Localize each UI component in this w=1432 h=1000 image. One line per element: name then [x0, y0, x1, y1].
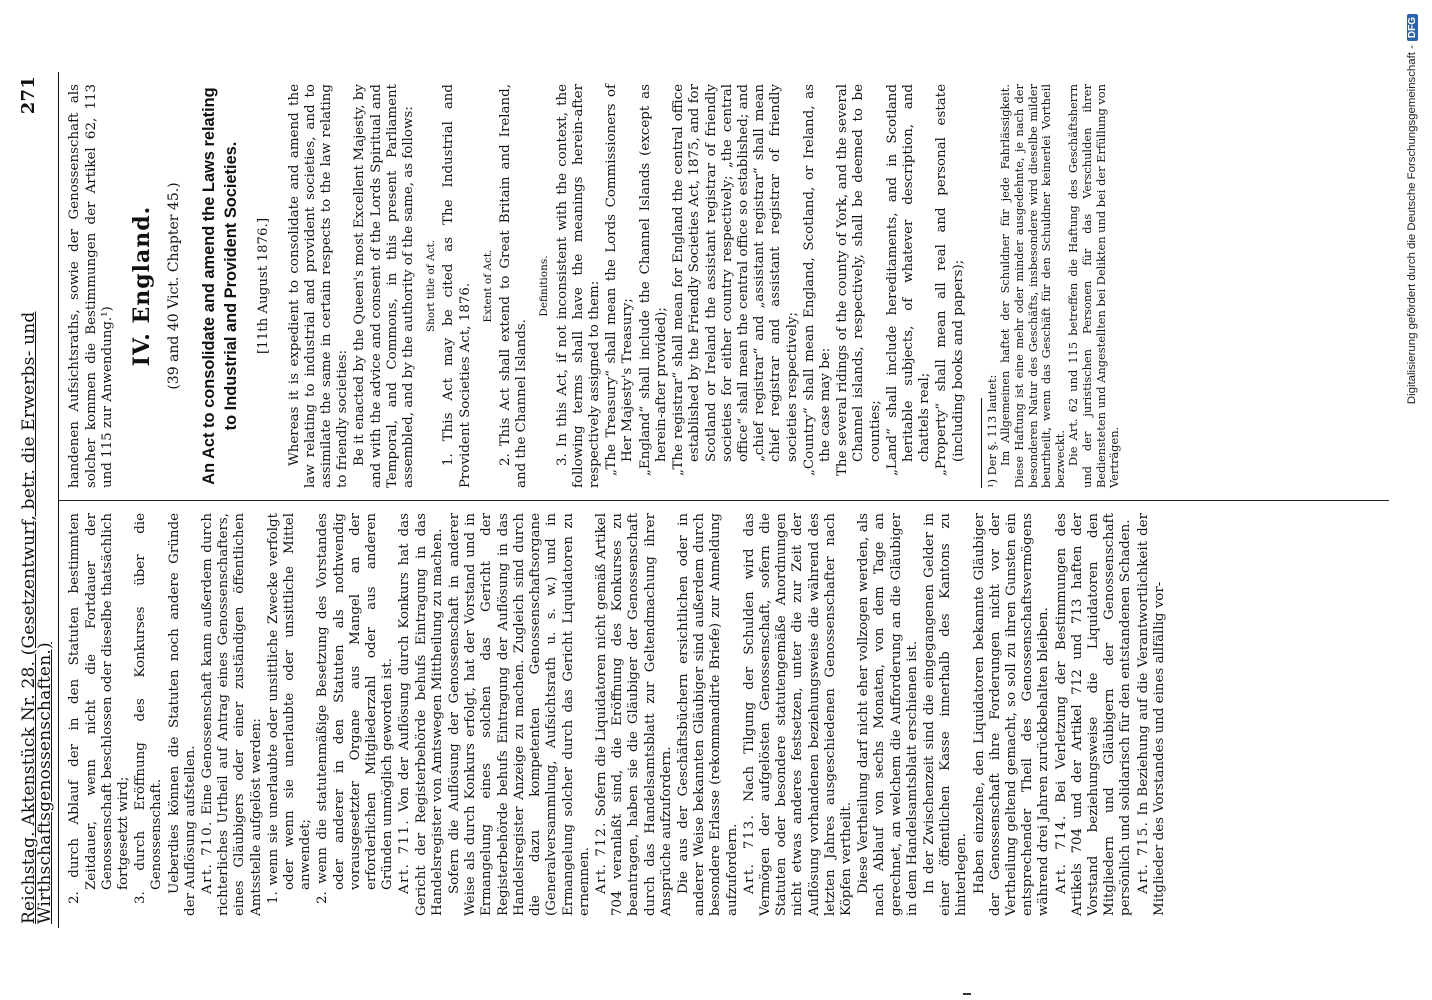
left-column: [59, 500, 1389, 928]
preamble: Whereas it is expedient to consolidate and amend the law relating to industrial and provident societies, and to assimilate the same in certain respects to the law relating to friendly societies:: [286, 84, 351, 488]
rotated-page: [15, 50, 1415, 950]
right-column: [59, 72, 1389, 500]
section-2: 2. This Act shall extend to Great Britain and Ireland, and the Channel Islands.: [498, 84, 530, 488]
header-title: Reichstag. Aktenstück Nr. 28. (Gesetzentwurf, betr. die Erwerbs- und Wirthschaftsgenossenschaften.): [19, 311, 56, 924]
side-note: Short title of Act.: [425, 239, 438, 333]
article-text: Eine Genossenschaft kann außerdem durch richterliches Urtheil auf Antrag eines Genossenschafters, eines Gläubigers oder einer zuständigen öffentlichen Amtsstelle aufgelöst werden:: [200, 512, 264, 916]
article-label: Art. 710.: [200, 820, 216, 894]
paragraph: Die aus der Geschäftsbüchern ersichtlichen oder in anderer Weise bekannten Gläubiger sind außerdem durch besondere Erlasse (rekommandirte Briefe) zur Anmeldung aufzufordern.: [675, 513, 740, 916]
paragraph: In der Zwischenzeit sind die eingegangenen Gelder in einer öffentlichen Kasse innerhalb des Kantons zu hinterlegen.: [921, 513, 970, 916]
side-note: Extent of Act.: [481, 249, 494, 323]
paragraph: 2. wenn die statutenmäßige Besetzung des Vorstandes oder anderer in den Statuten als nothwendig vorausgesetzter Organe aus Mangel an der erforderlichen Mitgliederzahl oder aus anderen Gründen unmöglich geworden ist.: [315, 513, 396, 904]
article-715: [1136, 513, 1168, 916]
definition: „Land“ shall include hereditaments, and in Scotland heritable subjects, of whatever description, and chattels real;: [884, 84, 933, 476]
article-label: Art. 713.: [741, 813, 757, 894]
section-1: 1. This Act may be cited as The Industrial and Provident Societies Act, 1876.: [441, 84, 473, 488]
article-714: [1054, 513, 1135, 916]
article-label: Art. 712.: [593, 821, 609, 894]
digitization-credit: [1400, 0, 1424, 1000]
article-text: Nach Tilgung der Schulden wird das Vermögen der aufgelösten Genossenschaft, sofern die Statuten oder besondere statutengemäße Anordnungen nicht etwas anderes festsetzen, unter die zur Zeit der Auflösung vorhandenen beziehungsweise die während des letzten Jahres ausgeschiedenen Genossenschafter nach Köpfen vertheilt.: [741, 513, 854, 916]
definition: The several ridings of the county of York, and the several Channel islands, respectively, shall be deemed to be counties;: [835, 84, 883, 476]
paragraph: 2. durch Ablauf der in den Statuten bestimmten Zeitdauer, wenn nicht die Fortdauer der Genossenschaft beschlossen oder dieselbe thatsächlich fortgesetzt wird;: [67, 513, 132, 904]
footnote-line: ¹) Der §. 113 lautet:: [984, 374, 999, 488]
definition: „The Treasury“ shall mean the Lords Commissioners of Her Majesty's Treasury;: [604, 84, 636, 476]
section-3: 3. In this Act, if not inconsistent with the context, the following terms shall have the meanings herein-after respectively assigned to them:: [554, 84, 603, 488]
paragraph: Ueberdies können die Statuten noch andere Gründe der Auflösung aufstellen.: [166, 513, 198, 916]
article-text: In Beziehung auf die Verantwortlichkeit der Mitglieder des Vorstandes und eines allfällig vor-: [1135, 512, 1167, 916]
running-header: [15, 72, 59, 928]
footnote-rule: [981, 398, 982, 488]
article-label: Art. 711.: [397, 818, 413, 894]
section-heading: IV. England.: [129, 205, 156, 367]
page-number: 271: [18, 76, 39, 115]
article-label: Art. 715.: [1135, 820, 1151, 894]
scan-speck: [963, 993, 971, 995]
article-text: Sofern die Liquidatoren nicht gemäß Artikel 704 veranlaßt sind, die Eröffnung des Konkurses zu beantragen, haben sie die Gläubiger der Genossenschaft durch das Handelsamtsblatt zur Geltendmachung ihrer Ansprüche aufzufordern.: [593, 513, 674, 916]
paragraph: Diese Vertheilung darf nicht eher vollzogen werden, als nach Ablauf von sechs Monaten, von dem Tage an gerechnet, an welchem die Aufforderung an die Gläubiger in dem Handelsamtsblatt erschienen ist.: [856, 513, 920, 916]
definition: „England“ shall include the Channel Islands (except as herein-after provided);: [637, 84, 669, 476]
footnote: [986, 84, 1122, 488]
footnote-line: Im Allgemeinen haftet der Schuldner für jede Fahrlässigkeit. Diese Haftung ist eine mehr oder minder ausgedehnte, je nach der besonderen Natur des Geschäfts, insbesondere wird dieselbe milder beurtheilt, wenn das Geschäft für den Schuldner keinerlei Vortheil bezweckt.: [998, 84, 1067, 488]
article-label: Art. 714.: [1053, 814, 1069, 894]
article-713: [742, 513, 855, 916]
footnote-line: Die Art. 62 und 115 betreffen die Haftung des Geschäftsherrn und der juristischen Personen für das Verschulden ihrer Bediensteten und Angestellten bei Delikten und bei der Erfüllung von Verträgen.: [1066, 84, 1122, 488]
side-note: Definitions.: [538, 255, 551, 317]
dfg-logo: DFG: [1407, 14, 1418, 41]
act-title: An Act to consolidate and amend the Laws relating to Industrial and Provident Societies.: [200, 87, 241, 485]
paragraph: 1. wenn sie unerlaubte oder unsittliche Zwecke verfolgt oder wenn sie unerlaubte oder unsittliche Mittel anwendet;: [265, 513, 314, 904]
chapter-reference: (39 and 40 Vict. Chapter 45.): [166, 182, 183, 390]
article-711: [397, 513, 446, 916]
article-text: Von der Auflösung durch Konkurs hat das Gericht der Registerbehörde behufs Eintragung in das Handelsregister von Amtswegen Mittheilung zu machen.: [397, 513, 445, 916]
paragraph: Haben einzelne, den Liquidatoren bekannte Gläubiger der Genossenschaft ihre Forderungen nicht vor der Vertheilung geltend gemacht, so soll zu ihren Gunsten ein entsprechender Theil des Genossenschaftsvermögens während drei Jahren zurückbehalten bleiben.: [971, 513, 1052, 916]
credit-text: Digitalisierung gefördert durch die Deutsche Forschungsgemeinschaft -: [1406, 45, 1418, 405]
definition: „The registrar“ shall mean for England the central office established by the Friendly Societies Act, 1875, and for Scotland or Ireland the assistant registrar of friendly societies for either country respectively; „the central office“ shall mean the central office so established; and „chief registrar“ and „assistant registrar“ shall mean chief registrar and assistant registrar of friendly societies respectively;: [671, 84, 800, 476]
article-710: [200, 513, 265, 916]
article-text: Bei Verletzung der Bestimmungen des Artikels 704 und der Artikel 712 und 713 haften der Vorstand beziehungsweise die Liquidatoren den Mitgliedern und Gläubigern der Genossenschaft persönlich und solidarisch für den entstandenen Schaden.: [1053, 513, 1134, 916]
paragraph: Sofern die Auflösung der Genossenschaft in anderer Weise als durch Konkurs erfolgt, hat der Vorstand und in Ermangelung eines solchen das Gericht der Registerbehörde behufs Eintragung der Auflösung in das Handelsregister Anzeige zu machen. Zugleich sind durch die dazu kompetenten Genossenschaftsorgane (Generalversammlung, Aufsichtsrath u. s. w.) und in Ermangelung solcher durch das Gericht Liquidatoren zu ernennen.: [447, 513, 592, 916]
enacting-clause: Be it enacted by the Queen's most Excellent Majesty, by and with the advice and consent of the Lords Spiritual and Temporal, and Commons, in this present Parliament assembled, and by the authority of the same, as follows:: [352, 84, 417, 488]
definition: „Country“ shall mean England, Scotland, or Ireland, as the case may be:: [801, 84, 833, 476]
paragraph: handenen Aufsichtsraths, sowie der Genossenschaft als solcher kommen die Bestimmungen der Artikel 62, 113 und 115 zur Anwendung.¹): [67, 84, 115, 488]
paragraph: 3. durch Eröffnung des Konkurses über die Genossenschaft.: [133, 513, 165, 904]
definition: „Property“ shall mean all real and personal estate (including books and papers);: [934, 84, 966, 476]
act-date: [11th August 1876.]: [256, 217, 272, 355]
article-712: [594, 513, 675, 916]
